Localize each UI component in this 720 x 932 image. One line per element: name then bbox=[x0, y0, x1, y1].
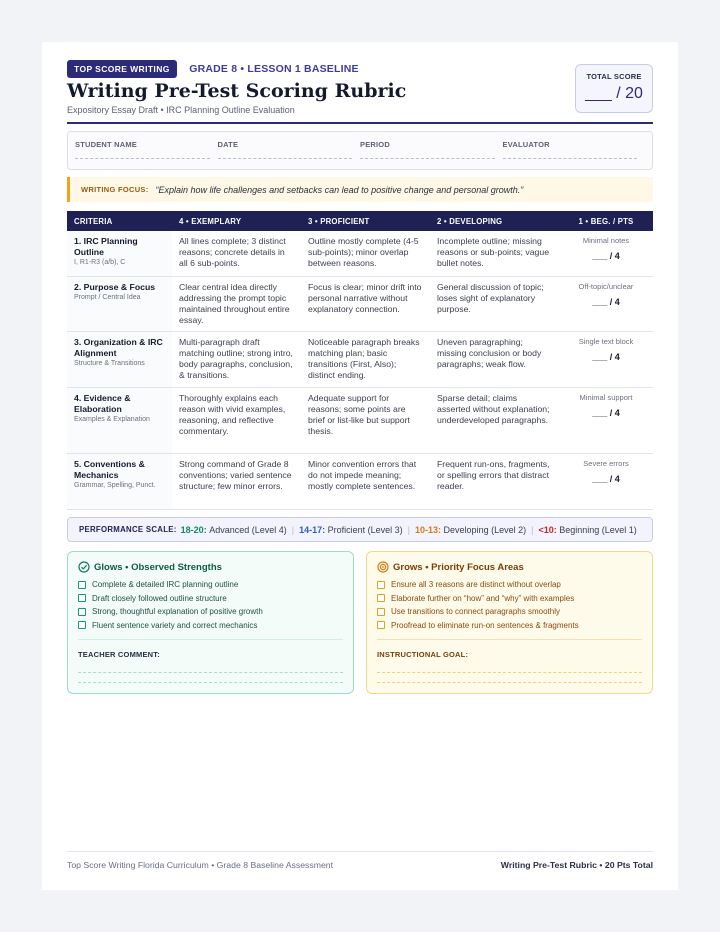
checklist-item-label: Proofread to eliminate run-on sentences & fragments bbox=[391, 620, 579, 630]
student-name-field[interactable] bbox=[75, 140, 218, 169]
points-input[interactable]: ___ / 4 bbox=[592, 251, 620, 261]
checkbox[interactable] bbox=[78, 608, 86, 616]
scale-separator: | bbox=[531, 524, 534, 535]
developing-cell: Frequent run-ons, fragments, or spelling errors that distract reader. bbox=[430, 453, 559, 509]
field-line bbox=[360, 158, 495, 159]
grows-panel bbox=[366, 551, 653, 694]
points-cell bbox=[559, 453, 653, 509]
column-header-beginning-points: 1 • BEG. / PTS bbox=[559, 211, 653, 231]
checklist-item-label: Strong, thoughtful explanation of positive growth bbox=[92, 607, 263, 617]
checklist-item[interactable] bbox=[377, 592, 642, 606]
checkbox[interactable] bbox=[377, 594, 385, 602]
checkbox[interactable] bbox=[78, 581, 86, 589]
checkbox[interactable] bbox=[377, 608, 385, 616]
table-row bbox=[67, 231, 653, 276]
beginning-note: Off-topic/unclear bbox=[578, 281, 634, 291]
teacher-comment-line[interactable] bbox=[78, 682, 343, 683]
panel-divider bbox=[78, 639, 343, 640]
points-input[interactable]: ___ / 4 bbox=[592, 473, 620, 484]
exemplary-cell: Multi-paragraph draft matching outline; strong intro, body paragraphs, conclusion, & transitions. bbox=[172, 331, 301, 387]
footer-right-text: Writing Pre-Test Rubric • 20 Pts Total bbox=[500, 860, 653, 870]
rubric-header-row bbox=[67, 211, 653, 231]
points-input[interactable]: ___ / 4 bbox=[592, 351, 620, 362]
criteria-sub: Examples & Explanation bbox=[74, 415, 150, 423]
criteria-name: 3. Organization & IRC Alignment bbox=[74, 336, 163, 358]
header bbox=[67, 60, 653, 124]
points-cell bbox=[559, 276, 653, 331]
glows-title-row bbox=[78, 561, 343, 573]
table-row bbox=[67, 453, 653, 509]
field-label: STUDENT NAME bbox=[75, 140, 137, 149]
performance-scale-label: PERFORMANCE SCALE: bbox=[79, 525, 177, 534]
exemplary-cell: Thoroughly explains each reason with vivid examples, reasoning, and reflective commentary. bbox=[172, 387, 301, 453]
level-text: Proficient (Level 3) bbox=[327, 524, 403, 535]
instructional-goal-line[interactable] bbox=[377, 682, 642, 683]
developing-cell: General discussion of topic; loses sight of explanatory purpose. bbox=[430, 276, 559, 331]
check-circle-icon bbox=[78, 561, 90, 573]
criteria-sub: Prompt / Central Idea bbox=[74, 293, 141, 301]
grade-lesson-label: GRADE 8 • LESSON 1 BASELINE bbox=[189, 63, 359, 75]
proficient-cell: Focus is clear; minor drift into personal narrative without explanatory connection. bbox=[301, 276, 430, 331]
checklist-item[interactable] bbox=[78, 619, 343, 633]
points-input[interactable]: ___ / 4 bbox=[592, 296, 620, 307]
beginning-note: Severe errors bbox=[583, 458, 629, 468]
checklist-item[interactable] bbox=[78, 605, 343, 619]
exemplary-cell: Clear central idea directly addressing the prompt topic maintained throughout entire essay. bbox=[172, 276, 301, 331]
total-score-label: TOTAL SCORE bbox=[586, 72, 642, 81]
teacher-comment-line[interactable] bbox=[78, 672, 343, 673]
level-range: 18-20: bbox=[180, 524, 207, 535]
student-info-bar bbox=[67, 131, 653, 170]
checklist-item-label: Ensure all 3 reasons are distinct without overlap bbox=[391, 580, 561, 590]
checklist-item-label: Fluent sentence variety and correct mechanics bbox=[92, 620, 258, 630]
column-header-criteria: CRITERIA bbox=[67, 211, 172, 231]
exemplary-cell: All lines complete; 3 distinct reasons; concrete details in all 6 sub-points. bbox=[172, 231, 301, 276]
page-subtitle: Expository Essay Draft • IRC Planning Outline Evaluation bbox=[67, 105, 295, 115]
criteria-name: 1. IRC Planning Outline bbox=[74, 236, 138, 257]
rubric-table bbox=[67, 211, 653, 510]
checklist-item[interactable] bbox=[377, 578, 642, 592]
level-range: <10: bbox=[538, 524, 557, 535]
date-field[interactable] bbox=[218, 140, 361, 169]
proficient-cell: Outline mostly complete (4-5 sub-points); minor overlap between reasons. bbox=[301, 231, 430, 276]
glows-panel bbox=[67, 551, 354, 694]
scale-separator: | bbox=[407, 524, 411, 535]
column-header-proficient: 3 • PROFICIENT bbox=[301, 211, 430, 231]
target-icon bbox=[377, 561, 389, 573]
column-header-developing: 2 • DEVELOPING bbox=[430, 211, 559, 231]
glows-title: Glows • Observed Strengths bbox=[94, 561, 222, 573]
footer-divider bbox=[67, 851, 653, 852]
criteria-cell bbox=[67, 231, 172, 276]
level-range: 14-17: bbox=[299, 524, 326, 535]
exemplary-cell: Strong command of Grade 8 conventions; varied sentence structure; few minor errors. bbox=[172, 453, 301, 509]
criteria-sub: Structure & Transitions bbox=[74, 359, 145, 367]
criteria-cell bbox=[67, 331, 172, 387]
points-cell bbox=[559, 387, 653, 453]
rubric-page bbox=[42, 42, 678, 890]
field-label: PERIOD bbox=[360, 140, 390, 149]
total-score-value[interactable]: ___ / 20 bbox=[585, 85, 643, 102]
writing-focus-label: WRITING FOCUS: bbox=[81, 185, 149, 194]
criteria-name: 4. Evidence & Elaboration bbox=[74, 392, 131, 414]
table-row bbox=[67, 331, 653, 387]
points-input[interactable]: ___ / 4 bbox=[592, 407, 620, 418]
field-label: EVALUATOR bbox=[502, 140, 550, 149]
period-field[interactable] bbox=[360, 140, 503, 169]
performance-scale-bar bbox=[67, 517, 653, 542]
criteria-sub: Grammar, Spelling, Punct. bbox=[74, 481, 156, 489]
program-tag: TOP SCORE WRITING bbox=[67, 60, 177, 78]
developing-cell: Incomplete outline; missing reasons or sub-points; vague bullet notes. bbox=[430, 231, 559, 276]
checkbox[interactable] bbox=[78, 621, 86, 629]
level-text: Developing (Level 2) bbox=[443, 524, 527, 535]
instructional-goal-line[interactable] bbox=[377, 672, 642, 673]
checkbox[interactable] bbox=[78, 594, 86, 602]
teacher-comment-label: TEACHER COMMENT: bbox=[78, 650, 160, 659]
grows-title-row bbox=[377, 561, 642, 573]
beginning-note: Minimal support bbox=[579, 392, 633, 402]
instructional-goal-label: INSTRUCTIONAL GOAL: bbox=[377, 650, 469, 659]
field-label: DATE bbox=[217, 140, 239, 149]
header-divider bbox=[67, 122, 653, 124]
checklist-item-label: Complete & detailed IRC planning outline bbox=[92, 580, 239, 590]
page-title: Writing Pre-Test Scoring Rubric bbox=[67, 80, 407, 102]
checklist-item-label: Use transitions to connect paragraphs smoothly bbox=[391, 607, 560, 617]
checklist-item[interactable] bbox=[78, 578, 343, 592]
grows-checklist bbox=[377, 578, 642, 632]
field-line bbox=[75, 158, 210, 159]
proficient-cell: Adequate support for reasons; some points are brief or list-like but support thesis. bbox=[301, 387, 430, 453]
table-row bbox=[67, 276, 653, 331]
proficient-cell: Minor convention errors that do not impede meaning; mostly complete sentences. bbox=[301, 453, 430, 509]
checklist-item[interactable] bbox=[377, 605, 642, 619]
criteria-cell bbox=[67, 387, 172, 453]
checklist-item[interactable] bbox=[377, 619, 642, 633]
developing-cell: Sparse detail; claims asserted without explanation; underdeveloped paragraphs. bbox=[430, 387, 559, 453]
developing-cell: Uneven paragraphing; missing conclusion or body paragraphs; weak flow. bbox=[430, 331, 559, 387]
footer-left-text: Top Score Writing Florida Curriculum • Grade 8 Baseline Assessment bbox=[67, 860, 334, 870]
criteria-cell bbox=[67, 453, 172, 509]
grows-title: Grows • Priority Focus Areas bbox=[393, 561, 524, 573]
column-header-exemplary: 4 • EXEMPLARY bbox=[172, 211, 301, 231]
checkbox[interactable] bbox=[377, 621, 385, 629]
beginning-note: Minimal notes bbox=[582, 236, 630, 245]
points-cell bbox=[559, 231, 653, 276]
panel-divider bbox=[377, 639, 642, 640]
beginning-note: Single text block bbox=[578, 336, 634, 346]
scale-separator: | bbox=[291, 524, 295, 535]
level-range: 10-13: bbox=[415, 524, 442, 535]
criteria-sub: I, R1-R3 (a/b), C bbox=[74, 259, 126, 266]
writing-focus-prompt: “Explain how life challenges and setbacks can lead to positive change and personal growth.” bbox=[155, 184, 524, 195]
field-line bbox=[218, 158, 353, 159]
total-score-box bbox=[575, 64, 653, 113]
criteria-cell bbox=[67, 276, 172, 331]
glows-checklist bbox=[78, 578, 343, 632]
evaluator-field[interactable] bbox=[503, 140, 646, 169]
proficient-cell: Noticeable paragraph breaks matching plan; basic transitions (First, Also); distinct ending. bbox=[301, 331, 430, 387]
level-text: Advanced (Level 4) bbox=[209, 524, 287, 535]
checklist-item-label: Elaborate further on “how” and “why” with examples bbox=[391, 593, 575, 603]
writing-focus-banner bbox=[67, 177, 653, 202]
table-row bbox=[67, 387, 653, 453]
checkbox[interactable] bbox=[377, 581, 385, 589]
level-text: Beginning (Level 1) bbox=[559, 524, 637, 535]
points-cell bbox=[559, 331, 653, 387]
criteria-name: 2. Purpose & Focus bbox=[74, 281, 156, 292]
criteria-name: 5. Conventions & Mechanics bbox=[74, 458, 145, 480]
checklist-item[interactable] bbox=[78, 592, 343, 606]
field-line bbox=[503, 158, 638, 159]
checklist-item-label: Draft closely followed outline structure bbox=[92, 593, 227, 603]
